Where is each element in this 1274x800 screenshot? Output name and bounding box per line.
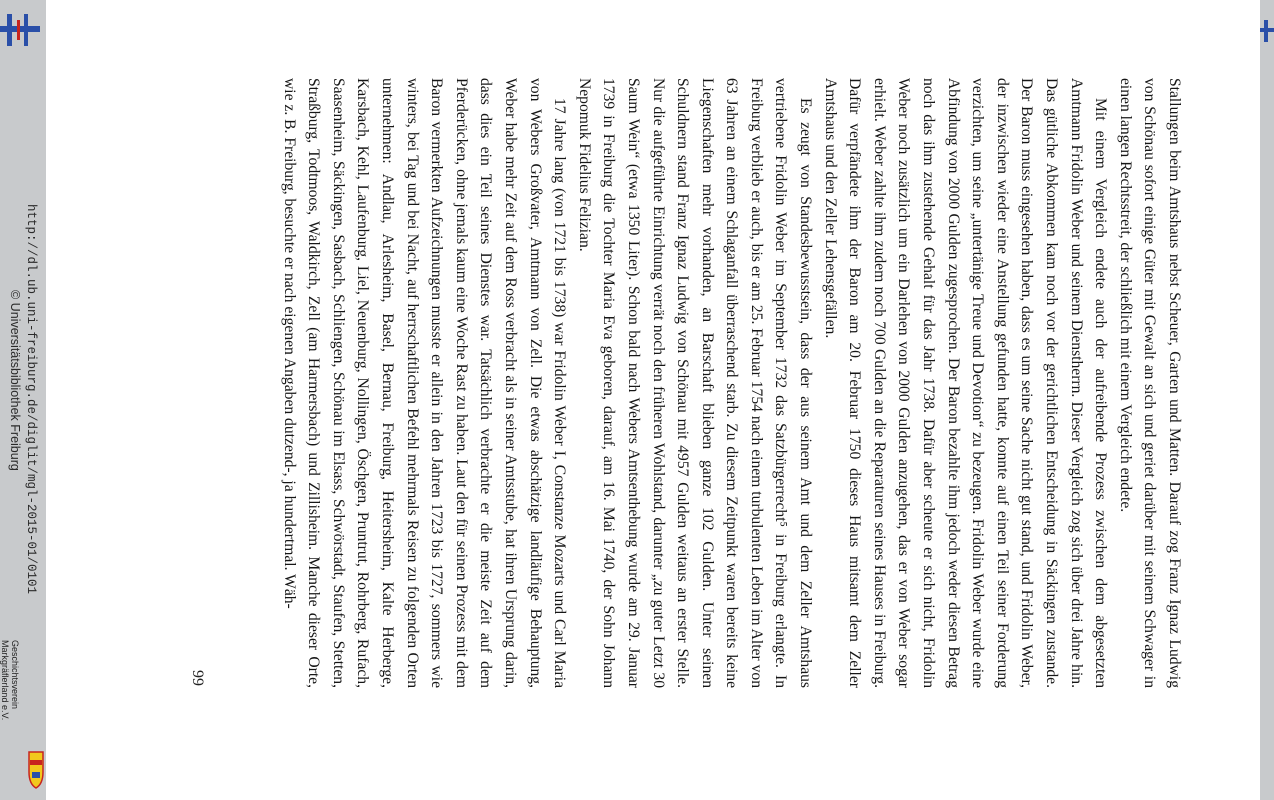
paragraph-1: Stallungen beim Amtshaus nebst Scheuer, Garten und Matten. Darauf zog Franz Ignaz Ludwig von Schönau sofort einige Güter mit Gewalt an sich und geriet darüber mit seinem Schwager in einen langen Rechtsstreit, der schließlich mit einem Vergleich endete. xyxy=(1116,78,1183,688)
university-library-logo-icon xyxy=(0,12,40,48)
society-crest-icon xyxy=(28,750,44,790)
copyright-notice: © Universitätsbibliothek Freiburg xyxy=(8,290,22,471)
society-name xyxy=(0,640,20,770)
logo-fragment-icon xyxy=(1258,20,1274,42)
document-page xyxy=(46,0,1260,800)
paragraph-3: Es zeugt von Standesbewusstsein, dass der aus seinem Amt und dem Zeller Amtshaus vertriebene Fridolin Weber im September 1732 das Satzbürgerrecht⁵ in Freiburg erlangte. In Freiburg verblieb er auch, bis er am 25. Februar 1754 nach einem turbulenten Leben im Alter von 63 Jahren an einem Schlaganfall überraschend starb. Zu diesem Zeitpunkt waren bereits keine Liegenschaften mehr vorhanden, an Barschaft blieben ganze 102 Gulden. Unter seinen Schuldnern stand Franz Ignaz Ludwig von Schönau mit 4957 Gulden weitaus an erster Stelle. Nur die aufgeführte Einrichtung verrät noch den früheren Wohlstand, darunter „zu guter Letzt 30 Saum Wein“ (etwa 1350 Liter). Schon bald nach Webers Amtsenthebung wurde am 29. Januar 1739 in Freiburg die Tochter Maria Eva geboren, darauf, am 16. Mai 1740, der Sohn Johann Nepomuk Fidelius Felizian. xyxy=(575,78,815,688)
society-name-line2: Markgräflerland e.V. xyxy=(0,640,10,721)
body-text xyxy=(276,78,1186,688)
paragraph-4: 17 Jahre lang (von 1721 bis 1738) war Fridolin Weber I, Constanze Mozarts und Carl Maria von Webers Großvater, Amtmann von Zell. Die etwas abschätzige landläufige Behauptung, Weber habe mehr Zeit auf dem Ross verbracht als in seiner Amtsstube, hat ihren Ursprung darin, dass dies ein Teil seines Dienstes war. Tatsächlich verbrachte er die meiste Zeit auf dem Pferderücken, ohne jemals kaum eine Woche Rast zu haben. Laut den für seinen Prozess mit dem Baron vermerkten Aufzeichnungen musste er allein in den Jahren 1723 bis 1727, sommers wie winters, bei Tag und bei Nacht, auf herrschaftlichen Befehl mehrmals Reisen zu folgenden Orten unternehmen: Andlau, Arlesheim, Basel, Bernau, Freiburg, Heitersheim, Kalte Herberge, Karsbach, Kehl, Laufenburg, Liel, Neuenburg, Nollingen, Öschgen, Pruntrut, Rohrberg, Rufach, Saasenheim, Säckingen, Sasbach, Schliengen, Schönau im Elsass, Schwörstadt, Staufen, Stetten, Straßburg, Todtmoos, Waldkirch, Zell (am Harmersbach) und Zillisheim. Manche dieser Orte, wie z. B. Freiburg, besuchte er nach eigenen Angaben dutzend-, ja hundertmal. Wäh- xyxy=(280,78,569,688)
right-margin xyxy=(1260,0,1274,800)
society-name-line1: Geschichtsverein xyxy=(10,640,20,710)
source-url-link[interactable]: http://dl.ub.uni-freiburg.de/diglit/mgl-2015-01/0101 xyxy=(24,204,38,595)
page-number: 99 xyxy=(189,670,206,686)
paragraph-2: Mit einem Vergleich endete auch der aufreibende Prozess zwischen dem abgesetzten Amtmann Fridolin Weber und seinem Dienstherrn. Dieser Vergleich zog sich über drei Jahre hin. Das gütliche Abkommen kam noch vor der gerichtlichen Entscheidung in Säckingen zustande. Der Baron muss eingesehen haben, dass es um seine Sache nicht gut stand, und Fridolin Weber, der inzwischen wieder eine Anstellung gefunden hatte, konnte auf einen Teil seiner Forderung verzichten, um seine „untertänige Treue und Devotion“ zu bezeugen. Fridolin Weber wurde eine Abfindung von 2000 Gulden zugesprochen. Der Baron bezahlte ihm jedoch weder diesen Betrag noch das ihm zustehende Gehalt für das Jahr 1738. Dafür aber scheute er sich nicht, Fridolin Weber noch zusätzlich um ein Darlehen von 2000 Gulden anzugehen, das er von Weber sogar erhielt. Weber zahlte ihm zudem noch 700 Gulden an die Reparaturen seines Hauses in Freiburg. Dafür verpfändete ihm der Baron am 20. Februar 1750 dieses Haus mitsamt dem Zeller Amtshaus und den Zeller Lehensgefällen. xyxy=(821,78,1110,688)
